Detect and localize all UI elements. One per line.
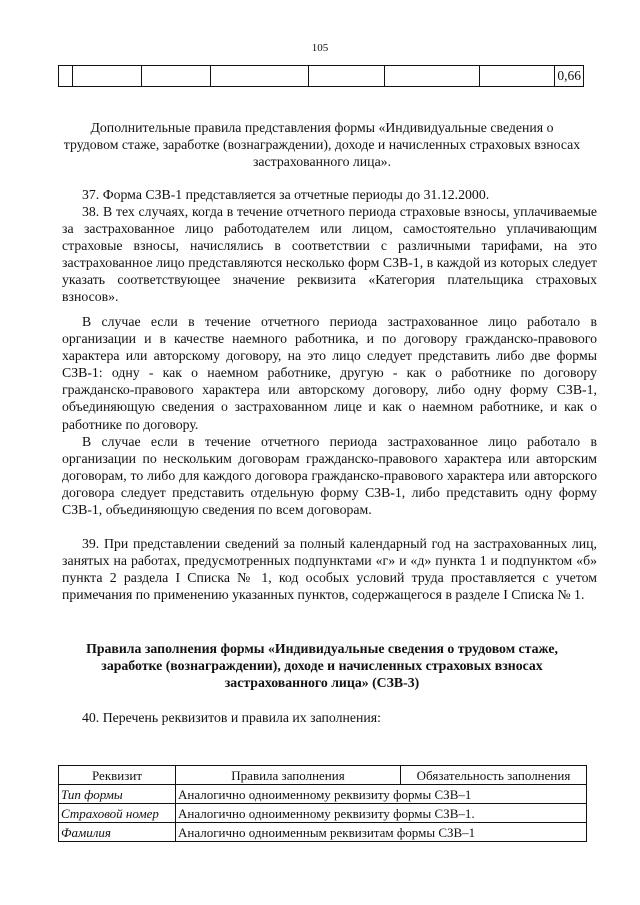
table-cell xyxy=(384,66,479,87)
table-cell-value: 0,66 xyxy=(555,66,584,87)
paragraph: В случае если в течение отчетного периода застрахованное лицо работало в организации по нескольким договорам гражданско-правового характера или авторским договорам, то либо для каждого договора гражданско-правового характера или авторского договора следует представить отдельную форму СЗВ-1, либо представить одну форму СЗВ-1, объединяющую сведения по всем договорам. xyxy=(62,434,597,518)
table-cell xyxy=(59,66,73,87)
rekvizit-cell: Фамилия xyxy=(59,823,176,842)
paragraph: 37. Форма СЗВ-1 представляется за отчетные периоды до 31.12.2000. xyxy=(82,187,490,202)
rule-cell: Аналогично одноименному реквизиту формы СЗВ–1 xyxy=(176,785,587,804)
top-table-fragment xyxy=(58,65,584,87)
column-header: Обязательность заполнения xyxy=(401,766,587,785)
paragraph: 39. При представлении сведений за полный календарный год на застрахованных лиц, занятых на работах, предусмотренных подпунктами «г» и «д» пункта 1 и подпунктом «б» пункта 2 раздела I Списка № 1, код особых условий труда проставляется с учетом примечания по применению указанных пунктов, содержащегося в разделе I Списка № 1. xyxy=(62,536,597,603)
table-header-row xyxy=(59,766,587,785)
table-cell xyxy=(210,66,308,87)
table-row xyxy=(59,804,587,823)
rekvizit-cell: Страховой номер xyxy=(59,804,176,823)
page-number: 105 xyxy=(311,42,329,54)
table-cell xyxy=(308,66,384,87)
section-heading: Дополнительные правила представления формы «Индивидуальные сведения о трудовом стаже, заработке (вознаграждении), доходе и начисленных страховых взносах застрахованного лица». xyxy=(63,120,581,169)
rule-cell: Аналогично одноименному реквизиту формы СЗВ–1. xyxy=(176,804,587,823)
rekvizit-cell: Тип формы xyxy=(59,785,176,804)
table-cell xyxy=(141,66,210,87)
paragraph: 40. Перечень реквизитов и правила их заполнения: xyxy=(82,710,381,725)
table-cell xyxy=(72,66,141,87)
paragraph: 38. В тех случаях, когда в течение отчетного периода страховые взносы, уплачиваемые за застрахованное лицо работодателем или лицом, самостоятельно уплачивающим страховые взносы, начислялись в соответствии с различными тарифами, на это застрахованное лицо представляются несколько форм СЗВ-1, в каждой из которых следует указать соответствующее значение реквизита «Категория плательщика страховых взносов». xyxy=(62,204,597,305)
column-header: Реквизит xyxy=(59,766,176,785)
table-row xyxy=(59,785,587,804)
table-cell xyxy=(480,66,555,87)
section-heading-bold: Правила заполнения формы «Индивидуальные сведения о трудовом стаже, заработке (вознаграждении), доходе и начисленных страховых взносах застрахованного лица» (СЗВ-3) xyxy=(86,641,558,690)
table-row xyxy=(59,823,587,842)
paragraph: В случае если в течение отчетного периода застрахованное лицо работало в организации и в качестве наемного работника, и по договору гражданско-правового характера или авторскому договору, на это лицо следует представить либо две формы СЗВ-1: одну - как о наемном работнике, другую - как о работнике по договору гражданско-правового характера или авторскому договору, либо одну форму СЗВ-1, объединяющую сведения о застрахованном лице и как о наемном работнике, и как о работнике по договору. xyxy=(62,314,597,432)
column-header: Правила заполнения xyxy=(176,766,401,785)
rule-cell: Аналогично одноименным реквизитам формы СЗВ–1 xyxy=(176,823,587,842)
requisites-table xyxy=(58,765,587,842)
